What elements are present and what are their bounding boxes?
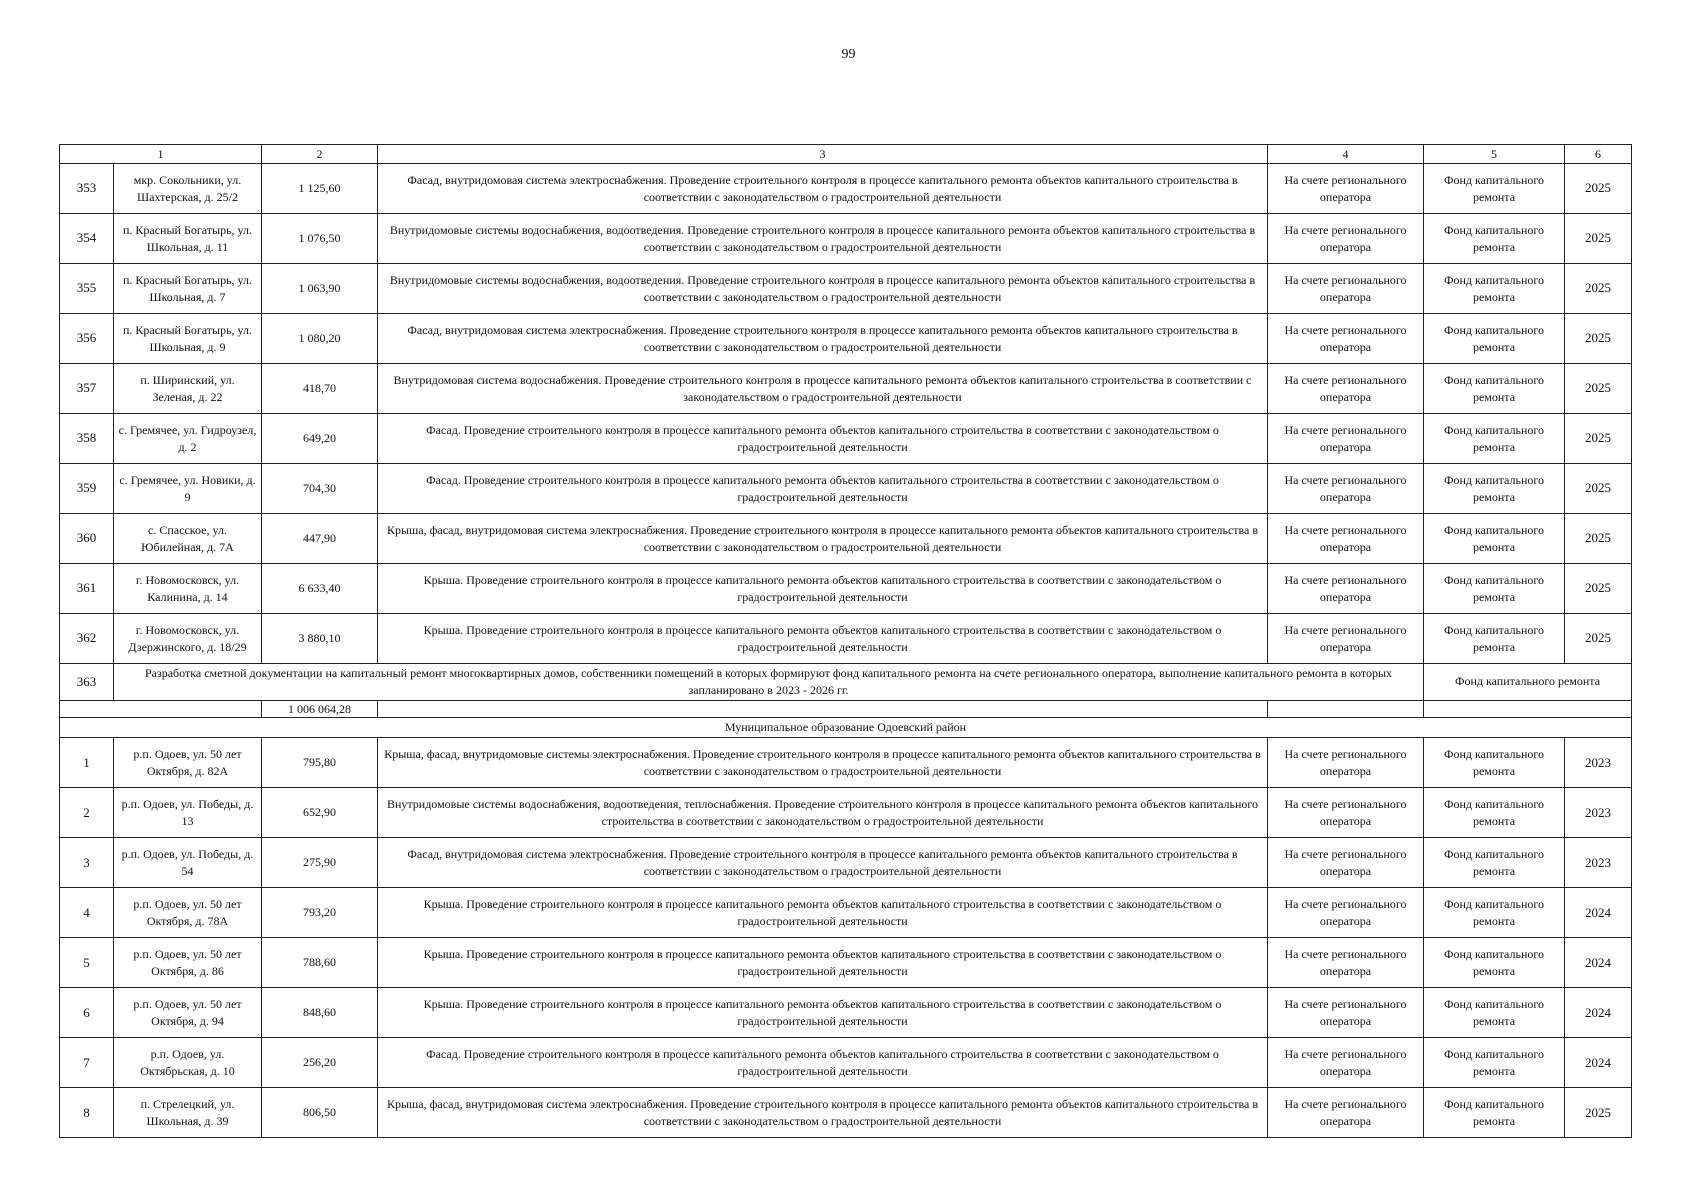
works-cell: Крыша, фасад, внутридомовая система электроснабжения. Проведение строительного контроля в процессе капитального ремонта объектов капитального строительства в соответствии с законодательством о градостроительной деятельности: [378, 514, 1268, 564]
address-cell: п. Красный Богатырь, ул. Школьная, д. 9: [114, 314, 262, 364]
area-cell: 1 063,90: [262, 264, 378, 314]
year-cell: 2025: [1565, 314, 1632, 364]
row-number: 362: [60, 614, 114, 664]
table-row: [60, 364, 1632, 414]
area-cell: 806,50: [262, 1088, 378, 1138]
total-area-cell: 1 006 064,28: [262, 700, 378, 718]
table-row: [60, 738, 1632, 788]
table-row: [60, 564, 1632, 614]
row-number: 1: [60, 738, 114, 788]
year-cell: 2025: [1565, 464, 1632, 514]
year-cell: 2024: [1565, 1038, 1632, 1088]
row-number: 8: [60, 1088, 114, 1138]
table-row: [60, 514, 1632, 564]
account-cell: На счете регионального оператора: [1268, 838, 1424, 888]
table-row: [60, 1088, 1632, 1138]
fund-cell: Фонд капитального ремонта: [1424, 314, 1565, 364]
account-cell: На счете регионального оператора: [1268, 564, 1424, 614]
works-cell: Фасад, внутридомовая система электроснабжения. Проведение строительного контроля в процессе капитального ремонта объектов капитального строительства в соответствии с законодательством о градостроительной деятельности: [378, 314, 1268, 364]
area-cell: 704,30: [262, 464, 378, 514]
row-number: 354: [60, 214, 114, 264]
account-cell: На счете регионального оператора: [1268, 164, 1424, 214]
account-cell: На счете регионального оператора: [1268, 214, 1424, 264]
table-row: [60, 888, 1632, 938]
table-row: [60, 1038, 1632, 1088]
row-number: 2: [60, 788, 114, 838]
works-cell: Внутридомовые системы водоснабжения, водоотведения. Проведение строительного контроля в процессе капитального ремонта объектов капитального строительства в соответствии с законодательством о градостроительной деятельности: [378, 264, 1268, 314]
year-cell: 2025: [1565, 514, 1632, 564]
total-row: [60, 700, 1632, 718]
fund-cell: Фонд капитального ремонта: [1424, 414, 1565, 464]
table-row: [60, 464, 1632, 514]
address-cell: с. Гремячее, ул. Новики, д. 9: [114, 464, 262, 514]
works-cell: Крыша. Проведение строительного контроля в процессе капитального ремонта объектов капитального строительства в соответствии с законодательством о градостроительной деятельности: [378, 564, 1268, 614]
column-header-4: 4: [1268, 145, 1424, 164]
year-cell: 2025: [1565, 164, 1632, 214]
fund-cell: Фонд капитального ремонта: [1424, 564, 1565, 614]
area-cell: 795,80: [262, 738, 378, 788]
row-number: 353: [60, 164, 114, 214]
address-cell: р.п. Одоев, ул. Победы, д. 54: [114, 838, 262, 888]
works-cell: Крыша. Проведение строительного контроля в процессе капитального ремонта объектов капитального строительства в соответствии с законодательством о градостроительной деятельности: [378, 988, 1268, 1038]
address-cell: р.п. Одоев, ул. Победы, д. 13: [114, 788, 262, 838]
fund-cell: Фонд капитального ремонта: [1424, 514, 1565, 564]
year-cell: 2024: [1565, 888, 1632, 938]
year-cell: 2025: [1565, 564, 1632, 614]
row-number: 4: [60, 888, 114, 938]
area-cell: 793,20: [262, 888, 378, 938]
column-header-1: 1: [60, 145, 262, 164]
account-cell: На счете регионального оператора: [1268, 464, 1424, 514]
year-cell: 2023: [1565, 838, 1632, 888]
year-cell: 2025: [1565, 414, 1632, 464]
table-row: [60, 614, 1632, 664]
account-cell: На счете регионального оператора: [1268, 988, 1424, 1038]
works-cell: Крыша. Проведение строительного контроля в процессе капитального ремонта объектов капитального строительства в соответствии с законодательством о градостроительной деятельности: [378, 888, 1268, 938]
row-number: 361: [60, 564, 114, 614]
fund-cell: Фонд капитального ремонта: [1424, 364, 1565, 414]
total-empty-cell: [1268, 700, 1424, 718]
address-cell: г. Новомосковск, ул. Калинина, д. 14: [114, 564, 262, 614]
address-cell: р.п. Одоев, ул. 50 лет Октября, д. 78А: [114, 888, 262, 938]
works-cell: Фасад, внутридомовая система электроснабжения. Проведение строительного контроля в процессе капитального ремонта объектов капитального строительства в соответствии с законодательством о градостроительной деятельности: [378, 164, 1268, 214]
address-cell: р.п. Одоев, ул. Октябрьская, д. 10: [114, 1038, 262, 1088]
row-number: 360: [60, 514, 114, 564]
year-cell: 2025: [1565, 364, 1632, 414]
fund-cell: Фонд капитального ремонта: [1424, 164, 1565, 214]
total-empty-cell: [1424, 700, 1632, 718]
works-cell: Фасад. Проведение строительного контроля в процессе капитального ремонта объектов капитального строительства в соответствии с законодательством о градостроительной деятельности: [378, 1038, 1268, 1088]
account-cell: На счете регионального оператора: [1268, 738, 1424, 788]
account-cell: На счете регионального оператора: [1268, 314, 1424, 364]
address-cell: п. Стрелецкий, ул. Школьная, д. 39: [114, 1088, 262, 1138]
works-cell: Фасад, внутридомовая система электроснабжения. Проведение строительного контроля в процессе капитального ремонта объектов капитального строительства в соответствии с законодательством о градостроительной деятельности: [378, 838, 1268, 888]
row-number: 356: [60, 314, 114, 364]
account-cell: На счете регионального оператора: [1268, 514, 1424, 564]
fund-cell: Фонд капитального ремонта: [1424, 1038, 1565, 1088]
fund-cell: Фонд капитального ремонта: [1424, 214, 1565, 264]
column-number-row: [60, 145, 1632, 164]
table-row: [60, 988, 1632, 1038]
fund-cell: Фонд капитального ремонта: [1424, 888, 1565, 938]
area-cell: 3 880,10: [262, 614, 378, 664]
works-cell: Внутридомовые системы водоснабжения, водоотведения, теплоснабжения. Проведение строительного контроля в процессе капитального ремонта объектов капитального строительства в соответствии с законодательством о градостроительной деятельности: [378, 788, 1268, 838]
works-cell: Крыша, фасад, внутридомовая система электроснабжения. Проведение строительного контроля в процессе капитального ремонта объектов капитального строительства в соответствии с законодательством о градостроительной деятельности: [378, 1088, 1268, 1138]
column-header-6: 6: [1565, 145, 1632, 164]
fund-cell: Фонд капитального ремонта: [1424, 738, 1565, 788]
fund-cell: Фонд капитального ремонта: [1424, 1088, 1565, 1138]
address-cell: п. Красный Богатырь, ул. Школьная, д. 11: [114, 214, 262, 264]
row-number: 359: [60, 464, 114, 514]
area-cell: 788,60: [262, 938, 378, 988]
row-number: 363: [60, 664, 114, 701]
area-cell: 447,90: [262, 514, 378, 564]
area-cell: 848,60: [262, 988, 378, 1038]
year-cell: 2023: [1565, 788, 1632, 838]
address-cell: п. Ширинский, ул. Зеленая, д. 22: [114, 364, 262, 414]
row-number: 358: [60, 414, 114, 464]
year-cell: 2024: [1565, 988, 1632, 1038]
account-cell: На счете регионального оператора: [1268, 614, 1424, 664]
works-cell: Внутридомовые системы водоснабжения, водоотведения. Проведение строительного контроля в процессе капитального ремонта объектов капитального строительства в соответствии с законодательством о градостроительной деятельности: [378, 214, 1268, 264]
year-cell: 2025: [1565, 1088, 1632, 1138]
table-row: [60, 414, 1632, 464]
area-cell: 418,70: [262, 364, 378, 414]
page-number: 99: [841, 47, 856, 62]
table-row: [60, 788, 1632, 838]
fund-cell: Фонд капитального ремонта: [1424, 464, 1565, 514]
area-cell: 652,90: [262, 788, 378, 838]
address-cell: мкр. Сокольники, ул. Шахтерская, д. 25/2: [114, 164, 262, 214]
area-cell: 1 125,60: [262, 164, 378, 214]
works-cell: Фасад. Проведение строительного контроля в процессе капитального ремонта объектов капитального строительства в соответствии с законодательством о градостроительной деятельности: [378, 464, 1268, 514]
table-row-363: [60, 664, 1632, 701]
year-cell: 2024: [1565, 938, 1632, 988]
table-row: [60, 164, 1632, 214]
table-row: [60, 264, 1632, 314]
area-cell: 1 076,50: [262, 214, 378, 264]
address-cell: п. Красный Богатырь, ул. Школьная, д. 7: [114, 264, 262, 314]
district-heading-row: [60, 718, 1632, 738]
column-header-5: 5: [1424, 145, 1565, 164]
works-cell: Крыша, фасад, внутридомовые системы электроснабжения. Проведение строительного контроля в процессе капитального ремонта объектов капитального строительства в соответствии с законодательством о градостроительной деятельности: [378, 738, 1268, 788]
area-cell: 6 633,40: [262, 564, 378, 614]
address-cell: с. Гремячее, ул. Гидроузел, д. 2: [114, 414, 262, 464]
fund-cell: Фонд капитального ремонта: [1424, 838, 1565, 888]
account-cell: На счете регионального оператора: [1268, 1088, 1424, 1138]
row-number: 7: [60, 1038, 114, 1088]
estimate-documentation-cell: Разработка сметной документации на капитальный ремонт многоквартирных домов, собственники помещений в которых формируют фонд капитального ремонта на счете регионального оператора, выполнение капитального ремонта в которых запланировано в 2023 - 2026 гг.: [114, 664, 1424, 701]
address-cell: р.п. Одоев, ул. 50 лет Октября, д. 94: [114, 988, 262, 1038]
year-cell: 2025: [1565, 264, 1632, 314]
works-cell: Фасад. Проведение строительного контроля в процессе капитального ремонта объектов капитального строительства в соответствии с законодательством о градостроительной деятельности: [378, 414, 1268, 464]
fund-cell: Фонд капитального ремонта: [1424, 938, 1565, 988]
fund-cell: Фонд капитального ремонта: [1424, 664, 1632, 701]
column-header-2: 2: [262, 145, 378, 164]
area-cell: 256,20: [262, 1038, 378, 1088]
column-header-3: 3: [378, 145, 1268, 164]
row-number: 355: [60, 264, 114, 314]
area-cell: 275,90: [262, 838, 378, 888]
fund-cell: Фонд капитального ремонта: [1424, 264, 1565, 314]
table-body: [60, 145, 1632, 1138]
address-cell: р.п. Одоев, ул. 50 лет Октября, д. 82А: [114, 738, 262, 788]
total-empty-cell: [60, 700, 262, 718]
row-number: 357: [60, 364, 114, 414]
account-cell: На счете регионального оператора: [1268, 364, 1424, 414]
repair-plan-table: [59, 144, 1632, 1138]
year-cell: 2025: [1565, 614, 1632, 664]
district-title: Муниципальное образование Одоевский район: [60, 718, 1632, 738]
works-cell: Крыша. Проведение строительного контроля в процессе капитального ремонта объектов капитального строительства в соответствии с законодательством о градостроительной деятельности: [378, 614, 1268, 664]
row-number: 6: [60, 988, 114, 1038]
works-cell: Крыша. Проведение строительного контроля в процессе капитального ремонта объектов капитального строительства в соответствии с законодательством о градостроительной деятельности: [378, 938, 1268, 988]
address-cell: с. Спасское, ул. Юбилейная, д. 7А: [114, 514, 262, 564]
works-cell: Внутридомовая система водоснабжения. Проведение строительного контроля в процессе капитального ремонта объектов капитального строительства в соответствии с законодательством о градостроительной деятельности: [378, 364, 1268, 414]
table-row: [60, 838, 1632, 888]
total-empty-cell: [378, 700, 1268, 718]
table-row: [60, 314, 1632, 364]
fund-cell: Фонд капитального ремонта: [1424, 788, 1565, 838]
table-row: [60, 938, 1632, 988]
table-row: [60, 214, 1632, 264]
row-number: 5: [60, 938, 114, 988]
address-cell: р.п. Одоев, ул. 50 лет Октября, д. 86: [114, 938, 262, 988]
fund-cell: Фонд капитального ремонта: [1424, 988, 1565, 1038]
year-cell: 2025: [1565, 214, 1632, 264]
fund-cell: Фонд капитального ремонта: [1424, 614, 1565, 664]
row-number: 3: [60, 838, 114, 888]
account-cell: На счете регионального оператора: [1268, 414, 1424, 464]
account-cell: На счете регионального оператора: [1268, 1038, 1424, 1088]
account-cell: На счете регионального оператора: [1268, 888, 1424, 938]
year-cell: 2023: [1565, 738, 1632, 788]
account-cell: На счете регионального оператора: [1268, 264, 1424, 314]
area-cell: 649,20: [262, 414, 378, 464]
account-cell: На счете регионального оператора: [1268, 788, 1424, 838]
address-cell: г. Новомосковск, ул. Дзержинского, д. 18/29: [114, 614, 262, 664]
account-cell: На счете регионального оператора: [1268, 938, 1424, 988]
area-cell: 1 080,20: [262, 314, 378, 364]
